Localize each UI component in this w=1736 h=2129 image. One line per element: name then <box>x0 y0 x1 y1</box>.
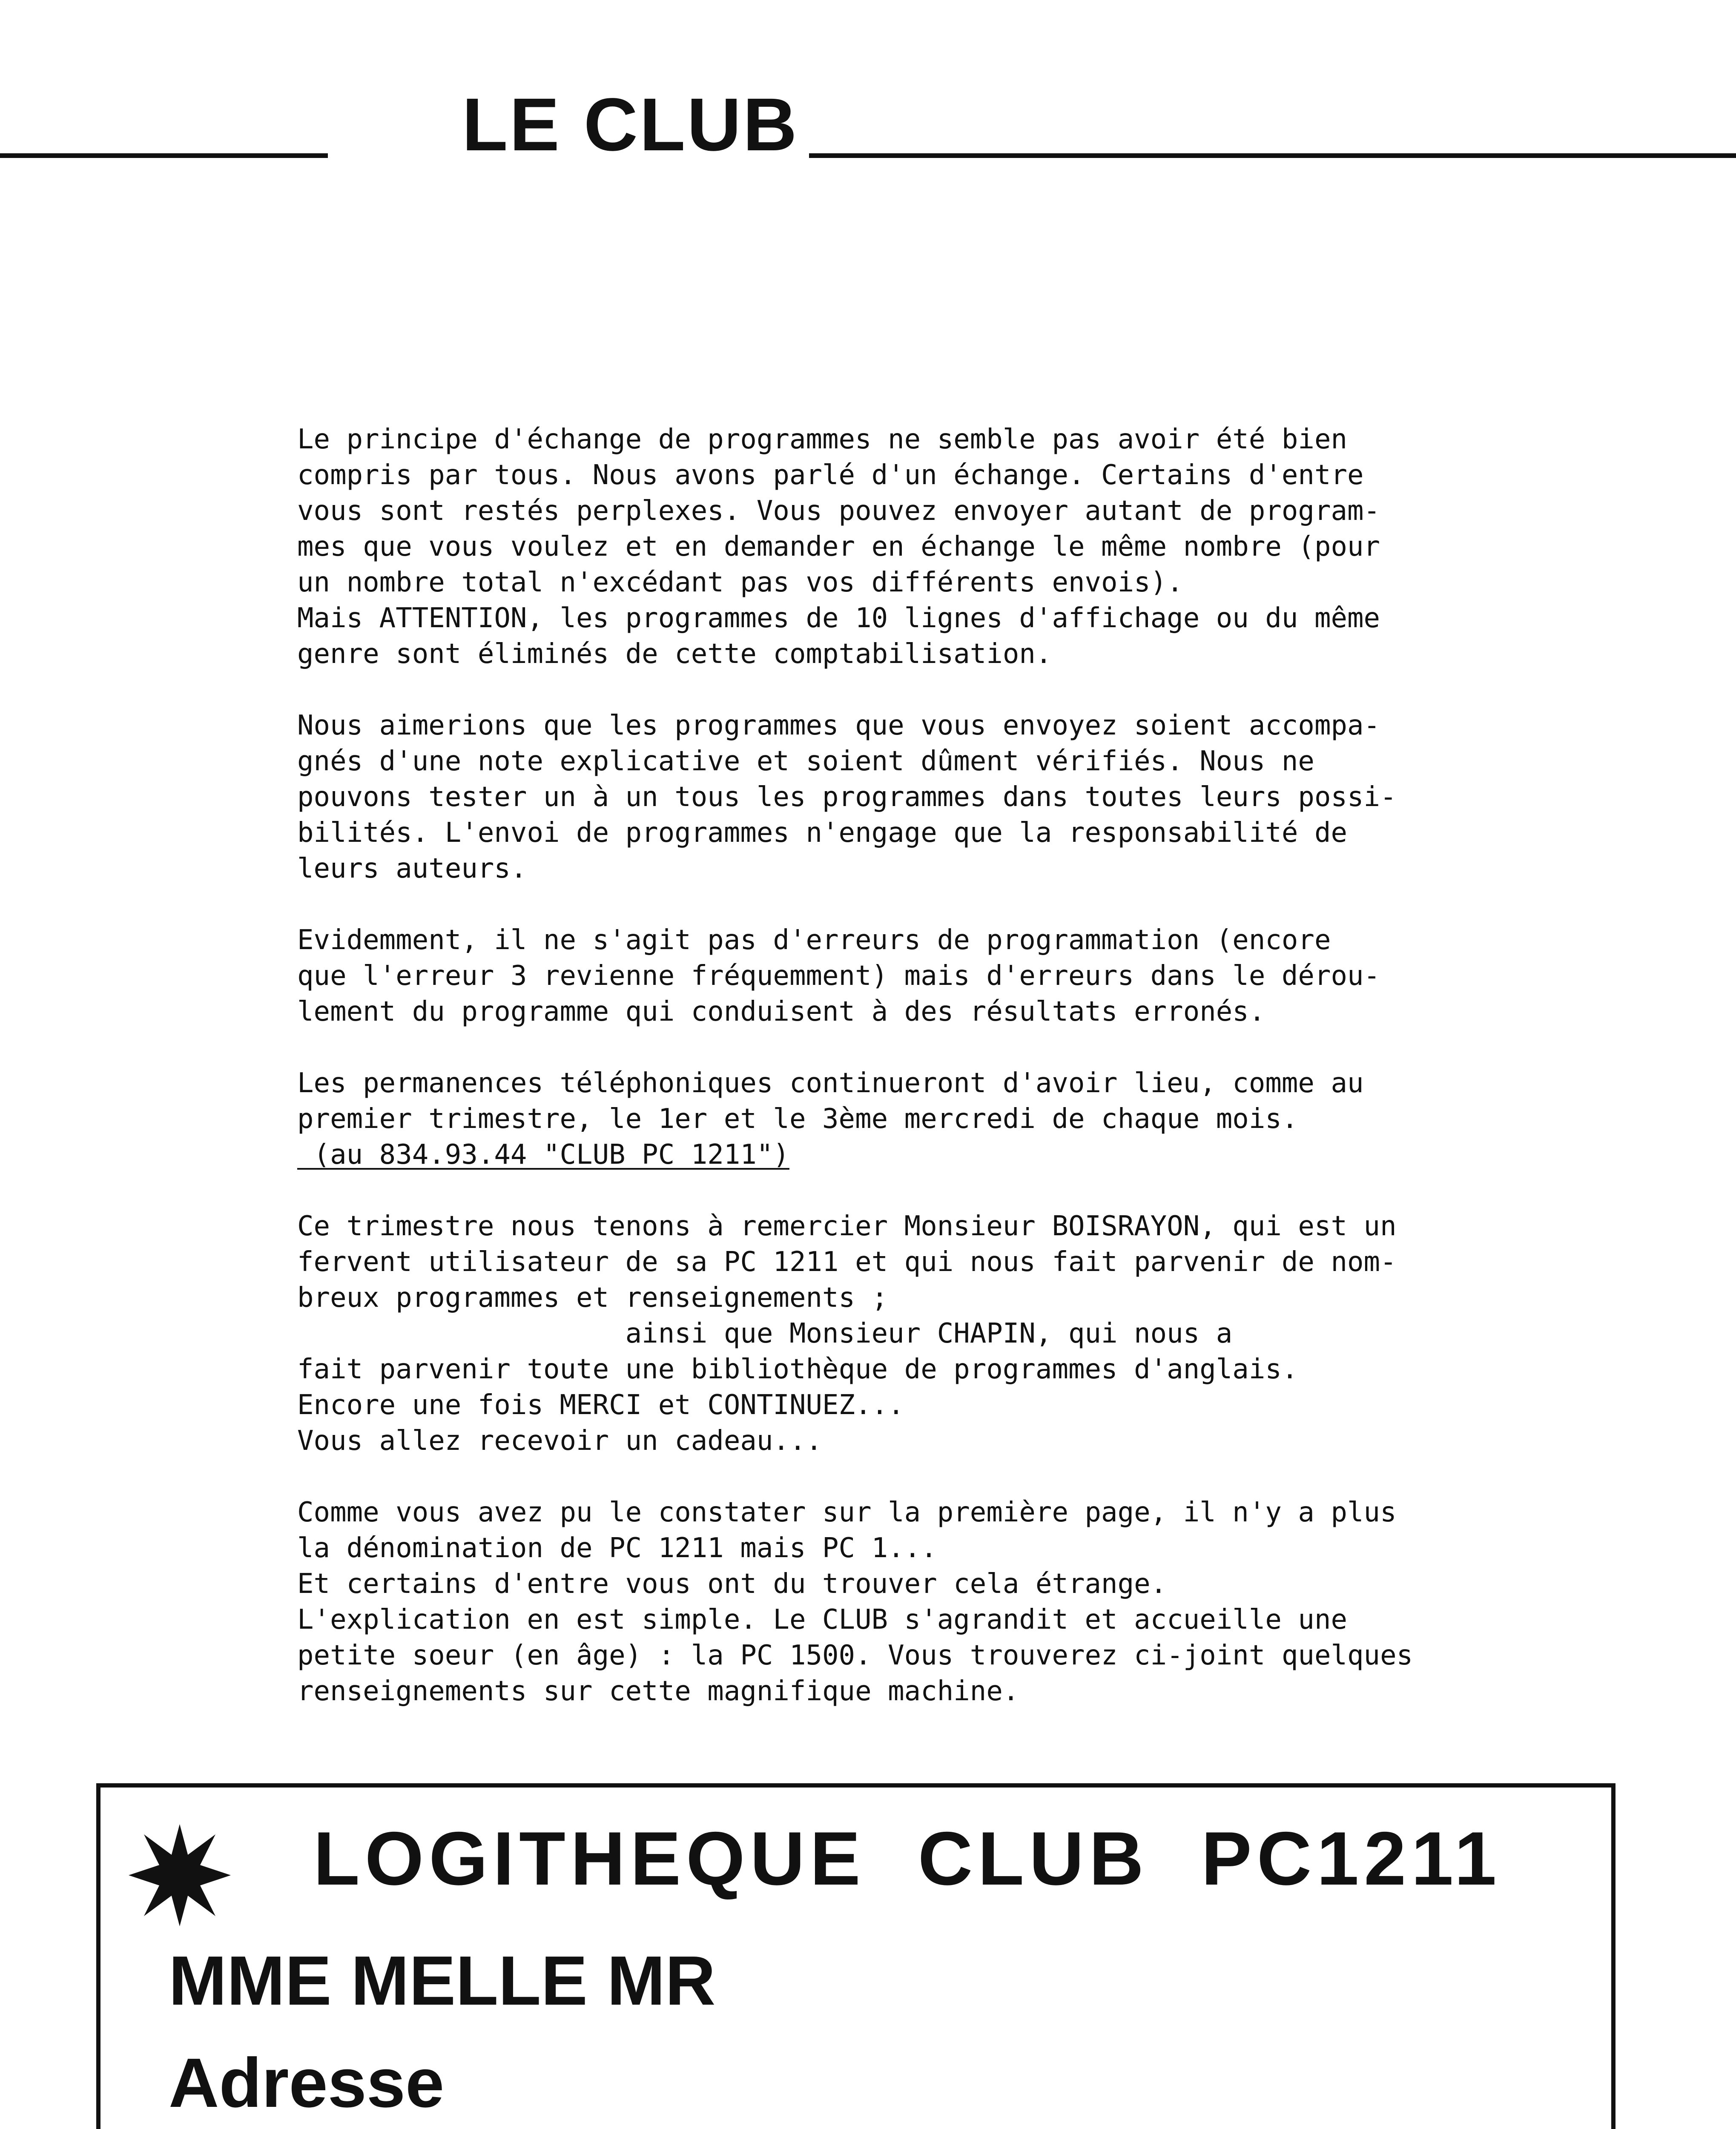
coupon-title: LOGITHEQUE CLUB PC1211 <box>313 1816 1502 1901</box>
civility-label: MME MELLE MR <box>169 1942 716 2020</box>
article-body <box>297 422 1515 1745</box>
paragraph-errors: Evidemment, il ne s'agit pas d'erreurs de programmation (encore que l'erreur 3 revienne fréquemment) mais d'erreurs dans le dérou- lement du programme qui conduisent à des résultats erronés. <box>297 924 1380 1027</box>
title-rule-right <box>809 153 1736 158</box>
paragraph-notes: Nous aimerions que les programmes que vous envoyez soient accompa- gnés d'une note explicative et soient dûment vérifiés. Nous ne pouvons tester un à un tous les programmes dans toutes leurs possi- bilités. L'envoi de programmes n'engage que la responsabilité de leurs auteurs. <box>297 710 1397 884</box>
order-coupon <box>96 1783 1615 2129</box>
paragraph-exchange: Le principe d'échange de programmes ne semble pas avoir été bien compris par tous. Nous avons parlé d'un échange. Certains d'entre vous sont restés perplexes. Vous pouvez envoyer autant de program- mes que vous voulez et en demander en échange le même nombre (pour un nombre total n'excédant pas vos différents envois). Mais ATTENTION, les programmes de 10 lignes d'affichage ou du même genre sont éliminés de cette comptabilisation. <box>297 424 1380 670</box>
address-label: Adresse <box>169 2044 445 2122</box>
star-burst-icon <box>129 1824 231 1926</box>
paragraph-thanks: Ce trimestre nous tenons à remercier Monsieur BOISRAYON, qui est un fervent utilisateur de sa PC 1211 et qui nous fait parvenir de nom- breux programmes et renseignements ; ainsi que Monsieur CHAPIN, qui nous a fait parvenir toute une bibliothèque de programmes d'anglais. Encore une fois MERCI et CONTINUEZ... Vous allez recevoir un cadeau... <box>297 1211 1397 1457</box>
paragraph-pc1500: Comme vous avez pu le constater sur la première page, il n'y a plus la dénomination de PC 1211 mais PC 1... Et certains d'entre vous ont du trouver cela étrange. L'explication en est simple. Le CLUB s'agrandit et accueille une petite soeur (en âge) : la PC 1500. Vous trouverez ci-joint quelques renseignements sur cette magnifique machine. <box>297 1497 1413 1707</box>
title-rule-left <box>0 153 328 158</box>
paragraph-phone: Les permanences téléphoniques continueront d'avoir lieu, comme au premier trimestre, le 1er et le 3ème mercredi de chaque mois. (au 834.93.44 "CLUB PC 1211") <box>297 1067 1364 1171</box>
page-title: LE CLUB <box>462 83 799 166</box>
